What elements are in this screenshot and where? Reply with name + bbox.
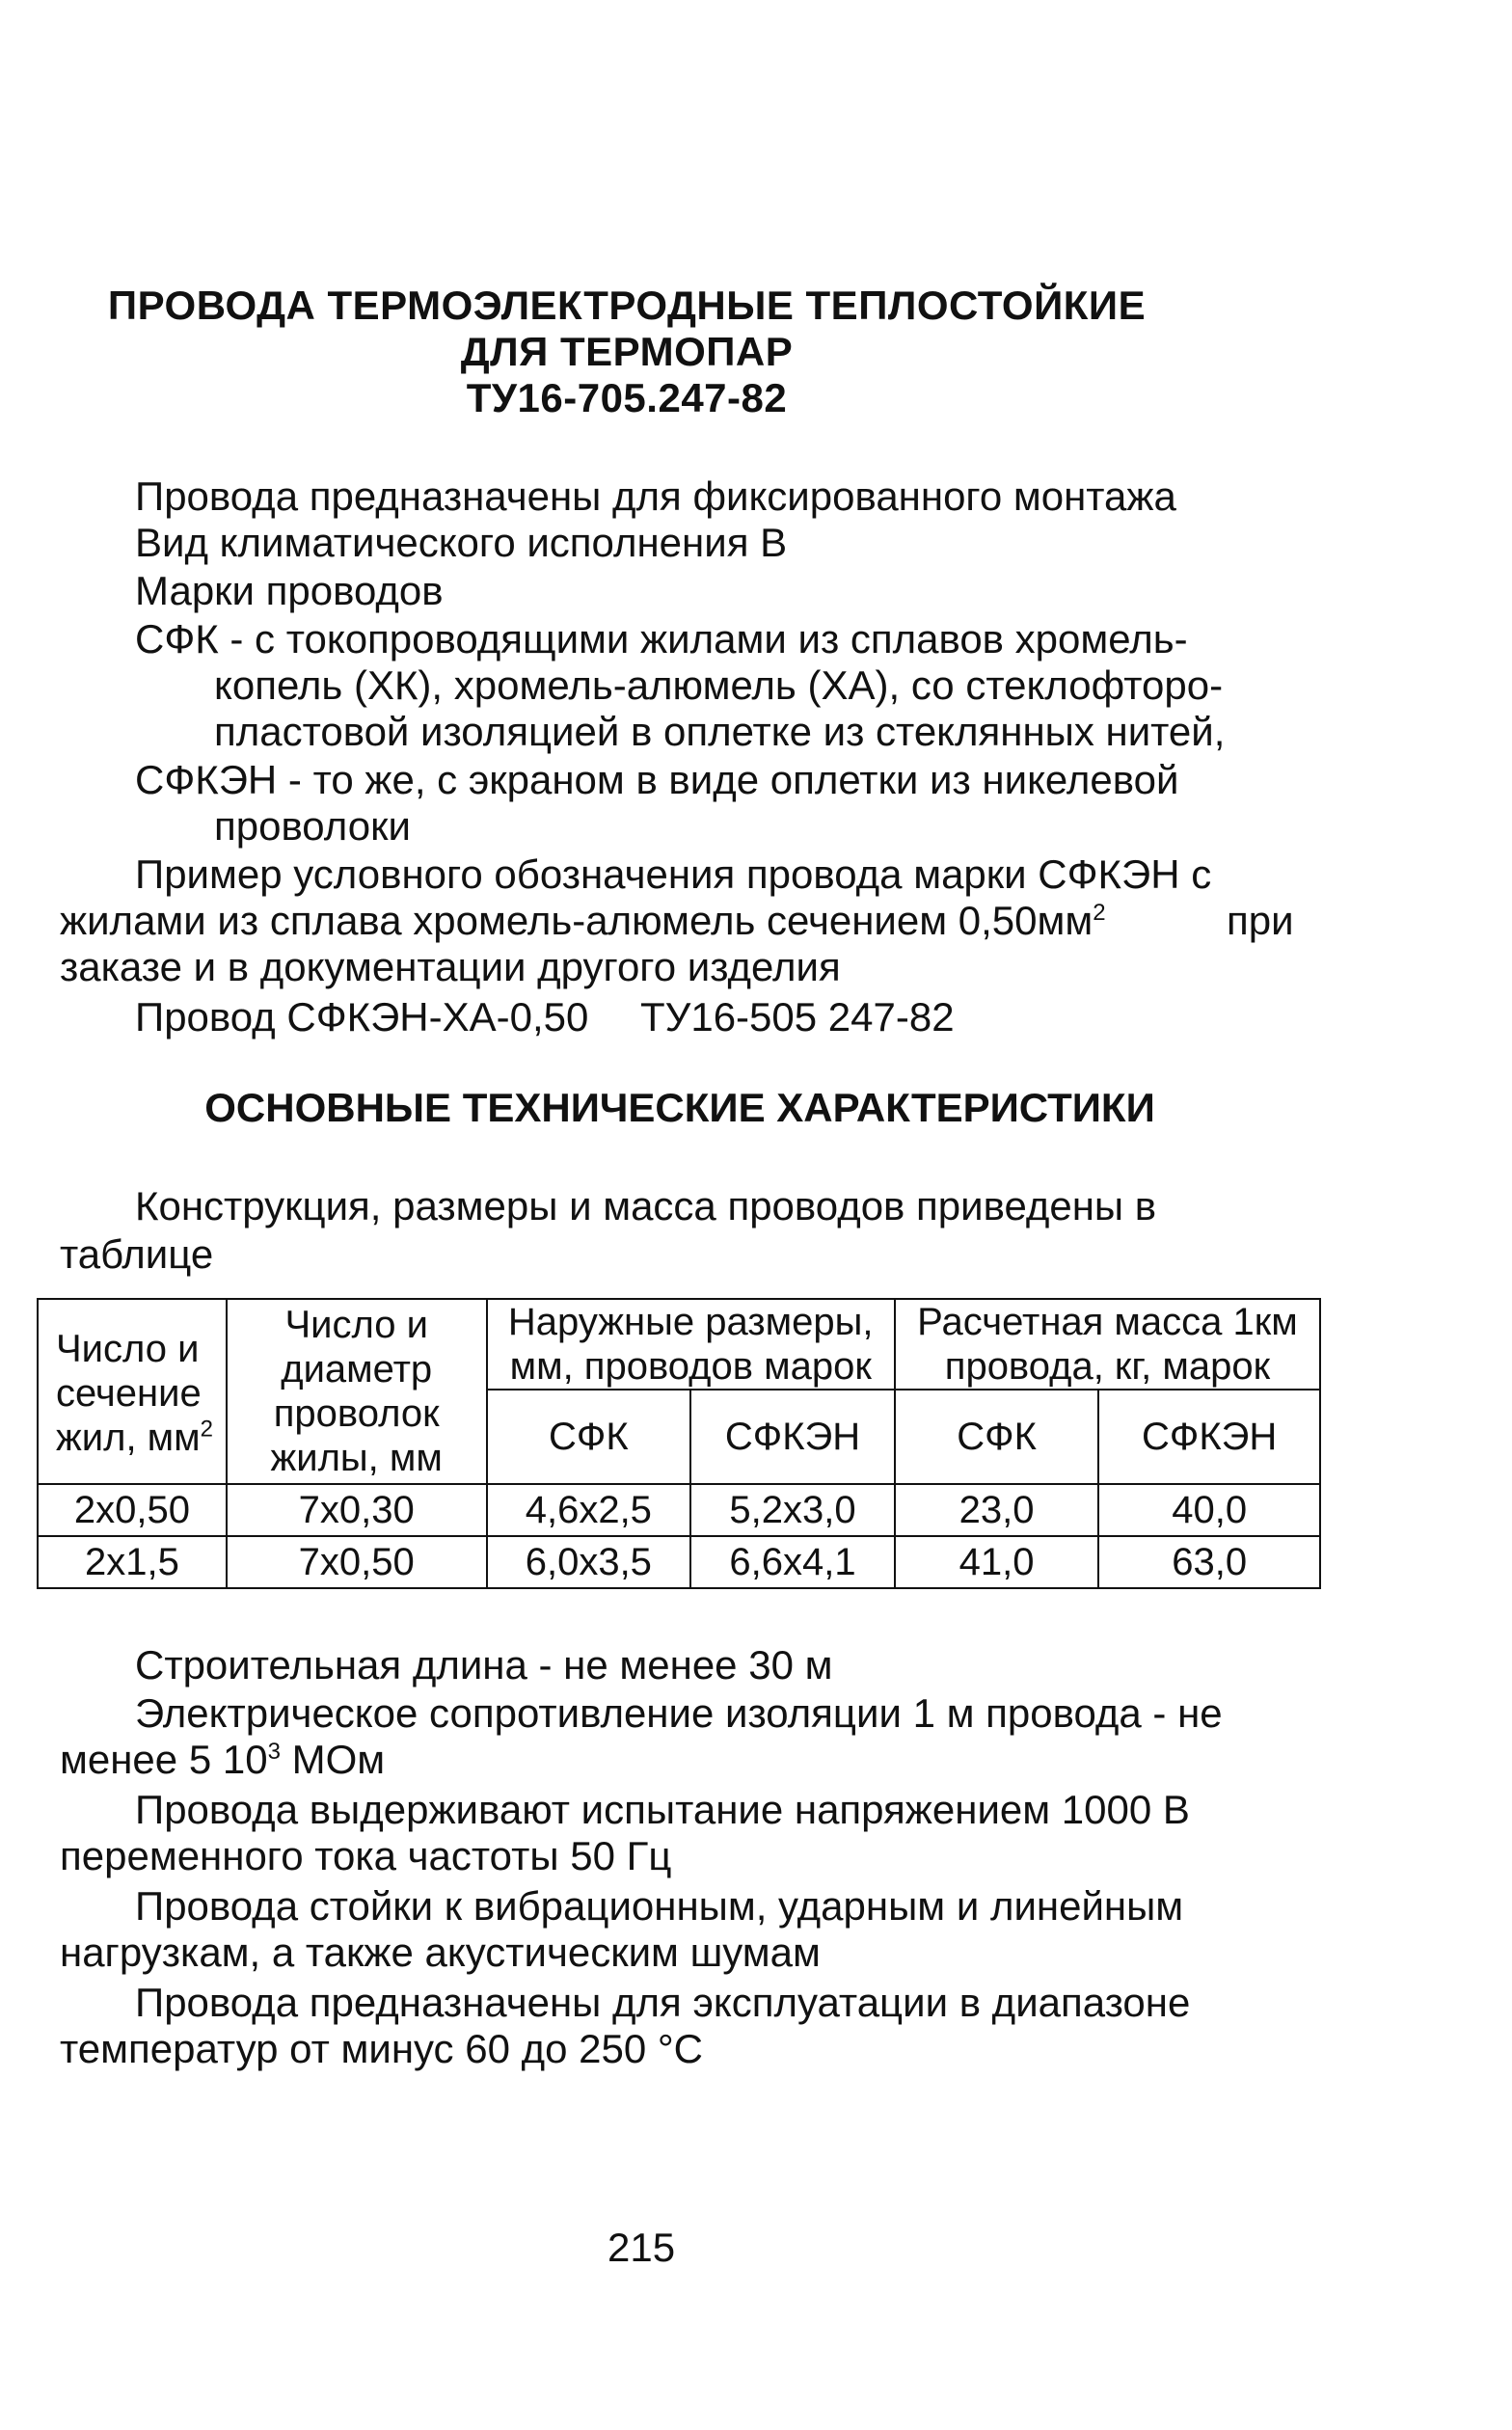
resistance-line-1: Электрическое сопротивление изоляции 1 м провода - не <box>135 1690 1223 1736</box>
table-row <box>38 1484 1320 1536</box>
table-lead-line-1: Конструкция, размеры и масса проводов приведены в <box>135 1183 1157 1228</box>
page-number: 215 <box>608 2225 676 2270</box>
subheader-dim-sfken: СФКЭН <box>690 1390 895 1484</box>
example-line-3: заказе и в документации другого изделия <box>60 944 841 989</box>
header-outer-dimensions <box>487 1299 895 1390</box>
table-cell: 6,0х3,5 <box>487 1536 691 1588</box>
designation-standard: ТУ16-505 247-82 <box>640 994 955 1040</box>
header-cores-count-section <box>38 1299 227 1484</box>
example-line-2 <box>60 897 1106 945</box>
table-cell: 2х0,50 <box>38 1484 227 1536</box>
example-line-1: Пример условного обозначения провода марки СФКЭН с <box>135 851 1212 897</box>
table-cell: 40,0 <box>1098 1484 1320 1536</box>
header-strand-text-4: жилы, мм <box>270 1437 443 1479</box>
voltage-line-1: Провода выдерживают испытание напряжением 1000 В <box>135 1787 1190 1832</box>
sfken-description-line-2: проволоки <box>214 803 411 849</box>
header-calculated-mass-text-1: Расчетная масса 1км <box>917 1301 1298 1343</box>
table-cell: 7х0,50 <box>227 1536 487 1588</box>
example-line-2-superscript: 2 <box>1093 900 1106 926</box>
temperature-line-2: температур от минус 60 до 250 °С <box>60 2026 704 2071</box>
example-line-2-end: при <box>1227 898 1294 943</box>
length-text: Строительная длина - не менее 30 м <box>135 1642 833 1688</box>
header-cores-text-2: сечение <box>56 1372 202 1415</box>
climate-text: Вид климатического исполнения В <box>135 520 788 565</box>
header-strand-text-3: проволок <box>273 1392 440 1435</box>
table-cell: 6,6х4,1 <box>690 1536 895 1588</box>
header-outer-dimensions-text-1: Наружные размеры, <box>507 1301 874 1343</box>
header-cores-unit: жил, мм <box>56 1417 201 1459</box>
header-cores-superscript: 2 <box>200 1416 214 1443</box>
header-calculated-mass-text-2: провода, кг, марок <box>944 1345 1271 1388</box>
header-outer-dimensions-text-2: мм, проводов марок <box>509 1345 872 1388</box>
section-title: ОСНОВНЫЕ ТЕХНИЧЕСКИЕ ХАРАКТЕРИСТИКИ <box>204 1085 1155 1130</box>
document-title-line-2: ДЛЯ ТЕРМОПАР <box>460 329 794 374</box>
header-calculated-mass <box>895 1299 1320 1390</box>
wire-spec-table <box>37 1298 1321 1589</box>
document-title-standard: ТУ16-705.247-82 <box>466 375 788 420</box>
example-line-2-text: жилами из сплава хромель-алюмель сечением 0,50мм <box>60 898 1094 943</box>
header-strand-text-2: диаметр <box>281 1348 433 1390</box>
table-cell: 5,2х3,0 <box>690 1484 895 1536</box>
subheader-dim-sfk: СФК <box>487 1390 691 1484</box>
document-title-line-1: ПРОВОДА ТЕРМОЭЛЕКТРОДНЫЕ ТЕПЛОСТОЙКИЕ <box>107 283 1147 328</box>
vibration-line-1: Провода стойки к вибрационным, ударным и линейным <box>135 1883 1184 1929</box>
vibration-line-2: нагрузкам, а также акустическим шумам <box>60 1930 821 1975</box>
voltage-line-2: переменного тока частоты 50 Гц <box>60 1833 672 1878</box>
table-cell: 7х0,30 <box>227 1484 487 1536</box>
sfk-description-line-1 <box>135 615 1292 663</box>
header-cores-text-1: Число и <box>56 1328 200 1370</box>
sfk-description-text-1: СФК - с токопроводящими жилами из сплавов хромель- <box>135 616 1188 662</box>
header-strand-count-diameter <box>227 1299 487 1484</box>
header-strand-text-1: Число и <box>284 1304 428 1346</box>
resistance-unit: МОм <box>280 1737 386 1782</box>
table-cell: 23,0 <box>895 1484 1098 1536</box>
subheader-mass-sfken: СФКЭН <box>1098 1390 1320 1484</box>
wire-brands-heading: Марки проводов <box>135 568 444 613</box>
sfken-description-line-1: СФКЭН - то же, с экраном в виде оплетки из никелевой <box>135 757 1179 802</box>
designation-example: Провод СФКЭН-ХА-0,50 <box>135 994 589 1040</box>
table-cell: 63,0 <box>1098 1536 1320 1588</box>
table-cell: 41,0 <box>895 1536 1098 1588</box>
resistance-superscript: 3 <box>267 1739 281 1765</box>
resistance-line-2 <box>60 1736 385 1784</box>
temperature-line-1: Провода предназначены для эксплуатации в диапазоне <box>135 1980 1191 2025</box>
subheader-mass-sfk: СФК <box>895 1390 1098 1484</box>
table-lead-line-2: таблице <box>60 1231 214 1277</box>
table-cell: 2х1,5 <box>38 1536 227 1588</box>
purpose-text: Провода предназначены для фиксированного монтажа <box>135 473 1176 519</box>
table-cell: 4,6х2,5 <box>487 1484 691 1536</box>
resistance-value: менее 5 10 <box>60 1737 268 1782</box>
table-row <box>38 1536 1320 1588</box>
table-header-row-1 <box>38 1299 1320 1390</box>
sfk-description-line-3: пластовой изоляцией в оплетке из стеклянных нитей, <box>214 709 1226 754</box>
header-cores-text-3 <box>56 1416 220 1460</box>
sfk-description-line-2: копель (ХК), хромель-алюмель (ХА), со стеклофторо- <box>214 662 1224 708</box>
